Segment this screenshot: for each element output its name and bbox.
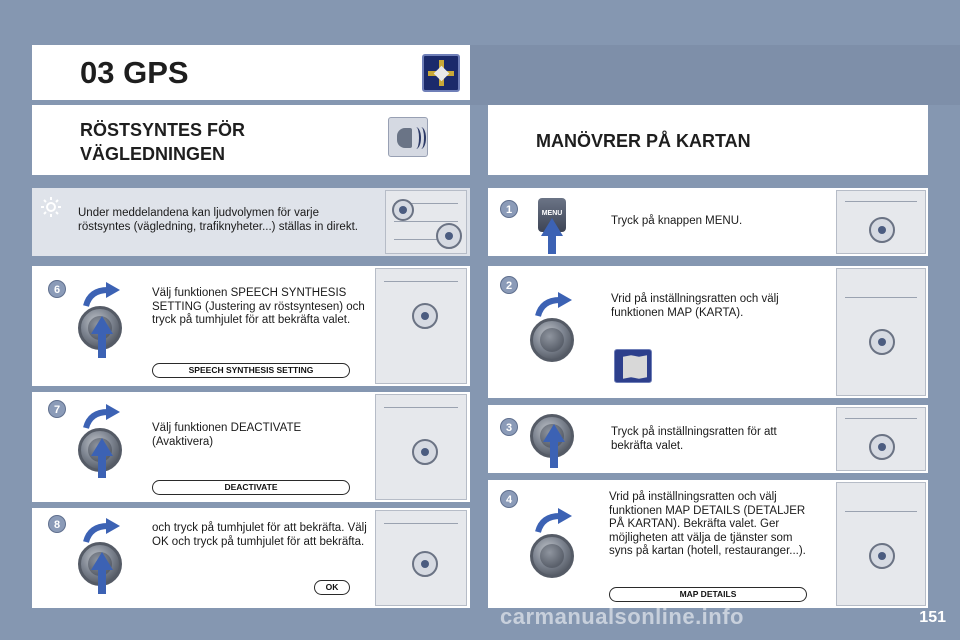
thumbwheel-icon <box>530 318 574 362</box>
chapter-header <box>32 45 470 100</box>
step-badge-6: 6 <box>48 280 66 298</box>
step-text-8: och tryck på tumhjulet för att bekräfta. Välj OK och tryck på tumhjulet för att bekräfta. <box>152 522 367 548</box>
watermark: carmanualsonline.info <box>500 604 744 629</box>
voice-speech-icon <box>388 117 428 157</box>
radio-console-image <box>385 190 467 254</box>
step-pill-8: OK <box>314 580 350 595</box>
thumbwheel-icon <box>530 534 574 578</box>
step-text-4: Vrid på inställningsratten och välj funktionen MAP DETAILS (DETALJER PÅ KARTAN). Bekräfta valet. Ger möjligheten att välja de tjänster som syns på kartan (hotell, restauranger...). <box>609 491 806 557</box>
left-section-title-line2: VÄGLEDNINGEN <box>80 144 226 164</box>
press-arrow-icon <box>98 330 106 358</box>
rotate-arrow-icon <box>534 506 574 536</box>
header-background <box>470 45 960 105</box>
press-arrow-icon <box>550 438 558 468</box>
step-text-6: Välj funktionen SPEECH SYNTHESIS SETTING (Justering av röstsyntesen) och tryck på tumhjulet för att bekräfta valet. <box>152 287 365 326</box>
press-arrow-icon <box>98 566 106 594</box>
press-arrowhead-icon <box>91 552 113 570</box>
right-section-title: MANÖVRER PÅ KARTAN <box>536 131 751 151</box>
press-arrowhead-icon <box>543 424 565 442</box>
menu-button-icon: MENU <box>538 198 566 232</box>
radio-console-image <box>836 190 926 254</box>
step-text-2: Vrid på inställningsratten och välj funktionen MAP (KARTA). <box>611 293 779 319</box>
radio-console-image <box>836 268 926 396</box>
press-arrowhead-icon <box>91 316 113 334</box>
step-badge-4: 4 <box>500 490 518 508</box>
step-badge-8: 8 <box>48 515 66 533</box>
crossroads-icon <box>422 54 460 92</box>
step-badge-2: 2 <box>500 276 518 294</box>
press-arrowhead-icon <box>541 218 563 236</box>
radio-console-image <box>375 394 467 500</box>
chapter-title: 03 GPS <box>80 55 189 90</box>
step-text-3: Tryck på inställningsratten för att bekräfta valet. <box>611 426 777 452</box>
radio-console-image <box>375 510 467 606</box>
step-text-1: Tryck på knappen MENU. <box>611 215 743 227</box>
press-arrowhead-icon <box>91 438 113 456</box>
step-pill-7: DEACTIVATE <box>152 480 350 495</box>
step-badge-7: 7 <box>48 400 66 418</box>
left-section-title-line1: RÖSTSYNTES FÖR <box>80 120 246 140</box>
page-number: 151 <box>919 609 946 626</box>
rotate-arrow-icon <box>534 290 574 320</box>
step-text-7: Välj funktionen DEACTIVATE (Avaktivera) <box>152 422 302 448</box>
step-pill-6: SPEECH SYNTHESIS SETTING <box>152 363 350 378</box>
step-pill-4: MAP DETAILS <box>609 587 807 602</box>
radio-console-image <box>375 268 467 384</box>
step-badge-3: 3 <box>500 418 518 436</box>
radio-console-image <box>836 407 926 471</box>
step-badge-1: 1 <box>500 200 518 218</box>
sun-tip-icon <box>40 196 62 218</box>
tip-text: Under meddelandena kan ljudvolymen för varje röstsyntes (vägledning, trafiknyheter...) ställas in direkt. <box>78 207 358 233</box>
map-icon <box>614 349 652 383</box>
radio-console-image <box>836 482 926 606</box>
